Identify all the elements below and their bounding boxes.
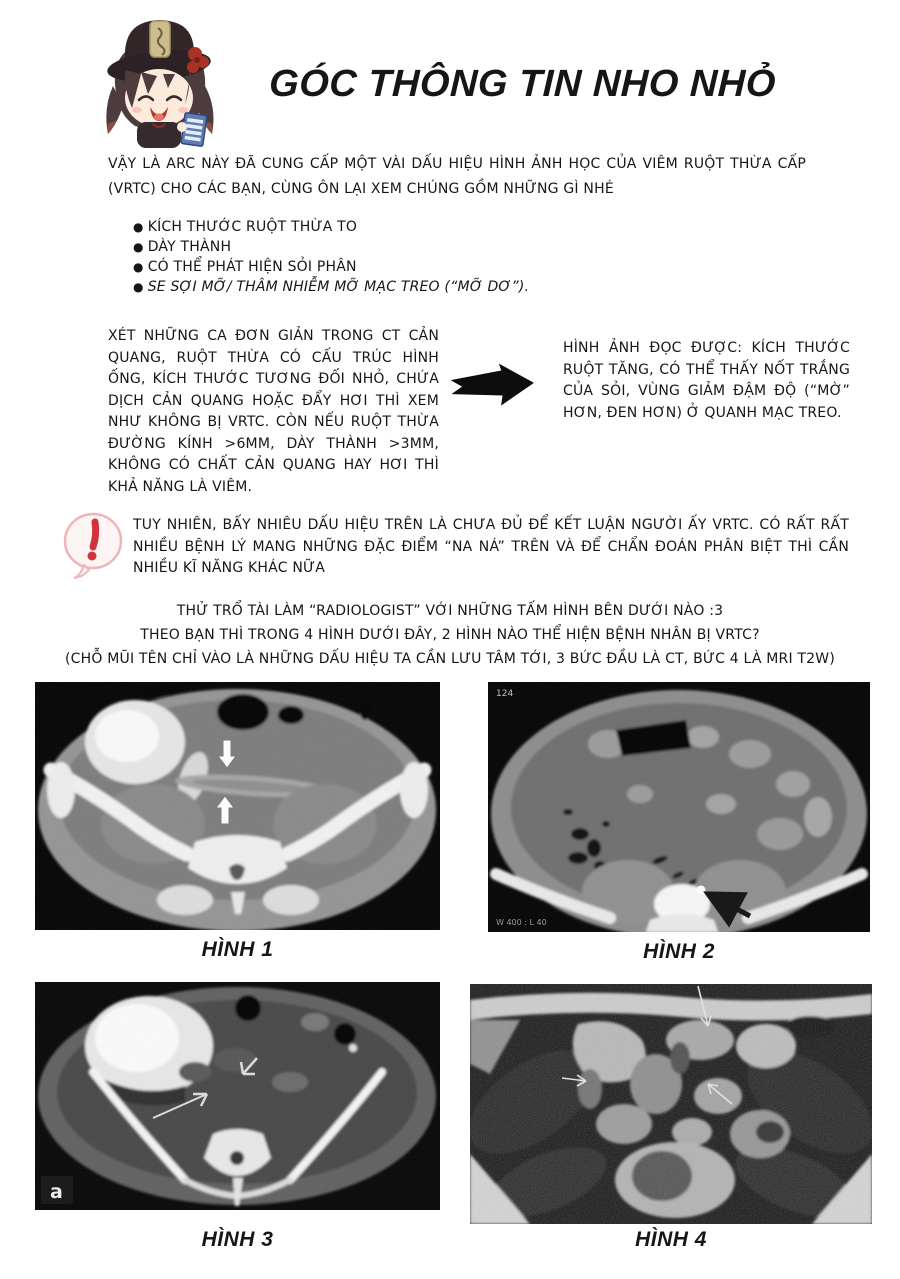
page-title: GÓC THÔNG TIN NHO NHỎ <box>268 63 777 105</box>
comparison-left-text: XÉT NHỮNG CA ĐƠN GIẢN TRONG CT CẢN QUANG, RUỘT THỪA CÓ CẤU TRÚC HÌNH ỐNG, KÍCH THƯỚC TƯƠNG ĐỐI NHỎ, CHỨA DỊCH CẢN QUANG HOẶC ĐẨY HƠI THÌ XEM NHƯ KHÔNG BỊ VRTC. CÒN NẾU RUỘT THỪA ĐƯỜNG KÍNH >6MM, DÀY THÀNH >3MM, KHÔNG CÓ CHẤT CẢN QUANG HAY HƠI THÌ KHẢ NĂNG LÀ VIÊM. <box>108 328 439 495</box>
exclamation-bubble-icon <box>62 509 126 585</box>
figure-2-corner-text: 124 <box>496 689 514 699</box>
challenge-line-2: THEO BẠN THÌ TRONG 4 HÌNH DƯỚI ĐÂY, 2 HÌNH NÀO THỂ HIỆN BỆNH NHÂN BỊ VRTC? <box>140 627 760 643</box>
signs-bullet-list <box>133 217 613 297</box>
bullet-item: ● CÓ THỂ PHÁT HIỆN SỎI PHÂN <box>133 257 613 277</box>
bullet-item: ● SE SỢI MỠ/ THÂM NHIỄM MỠ MẠC TREO (“MỠ DƠ”). <box>133 277 613 297</box>
comparison-right-text: HÌNH ẢNH ĐỌC ĐƯỢC: KÍCH THƯỚC RUỘT TĂNG, CÓ THỂ THẤY NỐT TRẮNG CỦA SỎI, VÙNG GIẢM ĐẬM ĐỘ (“MỜ” HƠN, ĐEN HƠN) Ở QUANH MẠC TREO. <box>563 340 850 421</box>
figure-4-label: HÌNH 4 <box>635 1228 707 1251</box>
figure-3-corner-text: a <box>50 1181 63 1203</box>
figure-3-ct-image <box>35 982 440 1210</box>
figure-2-ct-image <box>488 682 870 932</box>
figure-3-label: HÌNH 3 <box>201 1228 274 1251</box>
intro-paragraph: VẬY LÀ ARC NÀY ĐÃ CUNG CẤP MỘT VÀI DẤU HIỆU HÌNH ẢNH HỌC CỦA VIÊM RUỘT THỪA CẤP (VRTC) CHO CÁC BẠN, CÙNG ÔN LẠI XEM CHÚNG GỒM NHỮNG GÌ NHÉ <box>108 156 806 197</box>
figure-2-window-text: W 400 : L 40 <box>496 918 547 927</box>
bullet-item: ● KÍCH THƯỚC RUỘT THỪA TO <box>133 217 613 237</box>
figure-4-mri-image <box>470 984 872 1224</box>
warning-text: TUY NHIÊN, BẤY NHIÊU DẤU HIỆU TRÊN LÀ CHƯA ĐỦ ĐỂ KẾT LUẬN NGƯỜI ẤY VRTC. CÓ RẤT RẤT NHIỀU BỆNH LÝ MANG NHỮNG ĐẶC ĐIỂM “NA NÁ” TRÊN VÀ ĐỂ CHẨN ĐOÁN PHÂN BIỆT THÌ CẦN NHIỀU KĨ NĂNG KHÁC NỮA <box>133 517 849 576</box>
figure-1-label: HÌNH 1 <box>201 938 274 961</box>
figure-2-label: HÌNH 2 <box>643 940 715 963</box>
hu-tao-chibi-mascot-icon <box>95 13 225 150</box>
right-arrow-icon <box>445 363 540 408</box>
bullet-item: ● DÀY THÀNH <box>133 237 613 257</box>
challenge-line-1: THỬ TRỔ TÀI LÀM “RADIOLOGIST” VỚI NHỮNG TẤM HÌNH BÊN DƯỚI NÀO :3 <box>176 603 724 619</box>
challenge-note: (CHỖ MŨI TÊN CHỈ VÀO LÀ NHỮNG DẤU HIỆU TA CẦN LƯU TÂM TỚI, 3 BỨC ĐẦU LÀ CT, BỨC 4 LÀ MRI T2W) <box>64 651 835 667</box>
mascot-illustration <box>95 13 225 150</box>
figure-1-ct-image <box>35 682 440 930</box>
